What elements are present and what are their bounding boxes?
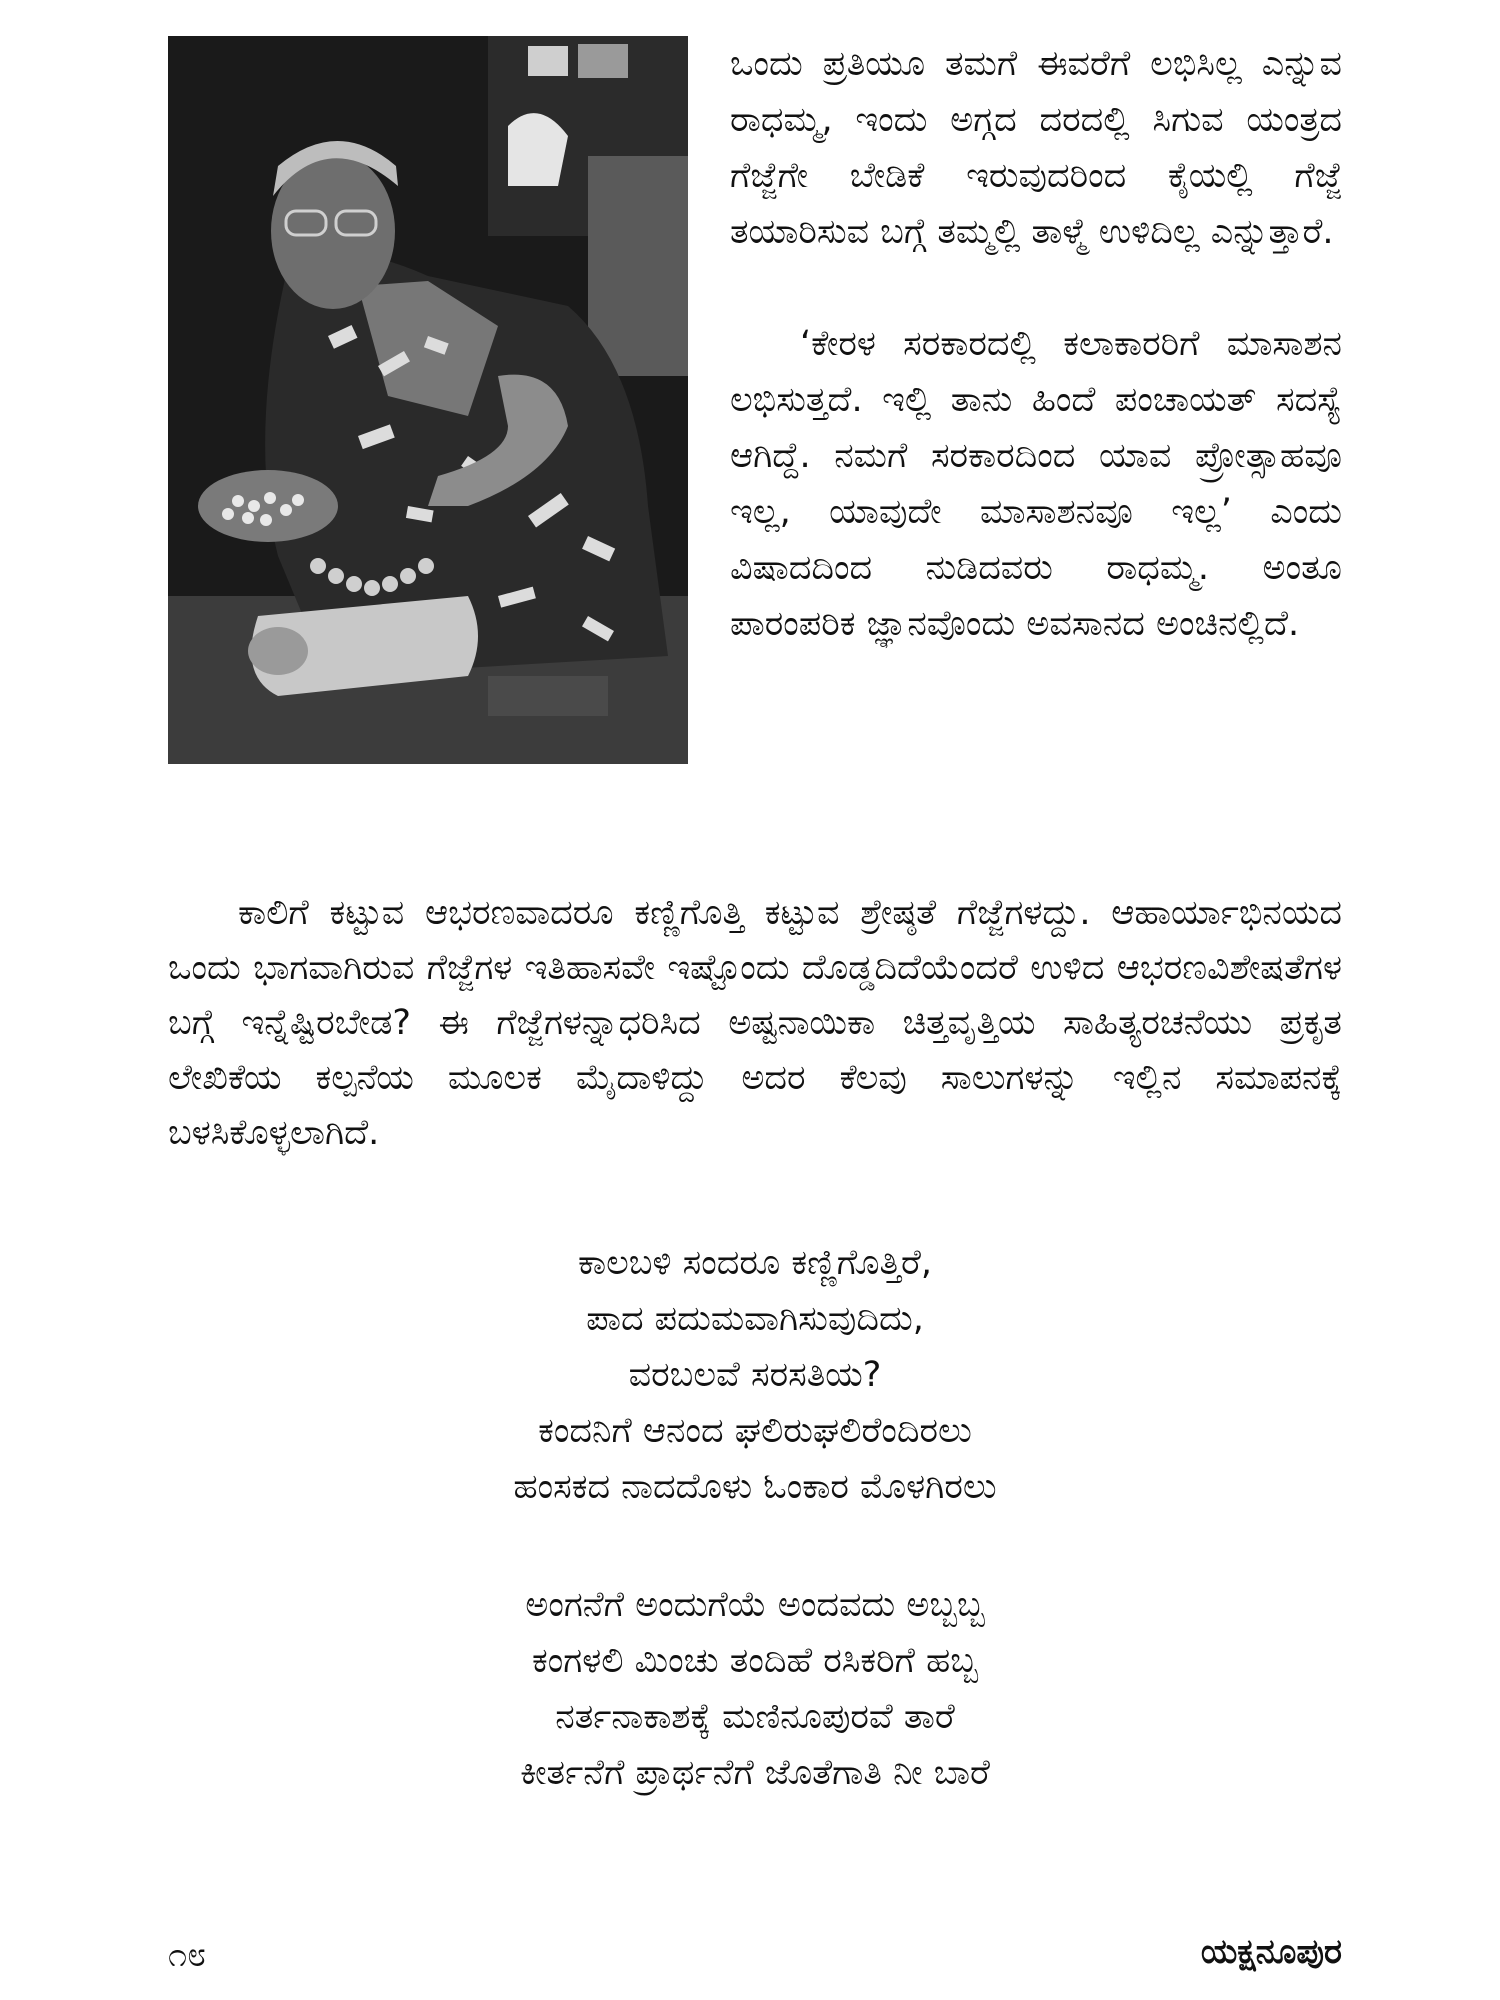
verse-line: ಕಂದನಿಗೆ ಆನಂದ ಘಲಿರುಘಲಿರೆಂದಿರಲು [538,1411,972,1451]
verse-line: ಹಂಸಕದ ನಾದದೊಳು ಓಂಕಾರ ಮೊಳಗಿರಲು [513,1467,997,1507]
verse-line: ಪಾದ ಪದುಮವಾಗಿಸುವುದಿದು, [586,1299,924,1339]
verse-line: ಅಂಗನೆಗೆ ಅಂದುಗೆಯೆ ಅಂದವದು ಅಬ್ಬಬ್ಬ [525,1585,985,1625]
photo-woman-making-anklet-bells [168,36,688,764]
verse-stanza-1 [168,1235,1342,1515]
verse-line: ನರ್ತನಾಕಾಶಕ್ಕೆ ಮಣಿನೂಪುರವೆ ತಾರೆ [555,1697,955,1737]
verse-line: ಕಾಲಬಳಿ ಸಂದರೂ ಕಣ್ಣಿಗೊತ್ತಿರೆ, [577,1243,933,1283]
page-number: ೧೮ [168,1935,207,1975]
verse-stanza-2 [168,1577,1342,1801]
body-paragraph: ಕಾಲಿಗೆ ಕಟ್ಟುವ ಆಭರಣವಾದರೂ ಕಣ್ಣಿಗೊತ್ತಿ ಕಟ್ಟುವ ಶ್ರೇಷ್ಠತೆ ಗೆಜ್ಜೆಗಳದ್ದು. ಆಹಾರ್ಯಾಭಿನಯದ ಒಂದು ಭಾಗವಾಗಿರುವ ಗೆಜ್ಜೆಗಳ ಇತಿಹಾಸವೇ ಇಷ್ಟೊಂದು ದೊಡ್ಡದಿದೆಯೆಂದರೆ ಉಳಿದ ಆಭರಣವಿಶೇಷತೆಗಳ ಬಗ್ಗೆ ಇನ್ನೆಷ್ಟಿರಬೇಡ? ಈ ಗೆಜ್ಜೆಗಳನ್ನಾಧರಿಸಿದ ಅಷ್ಟನಾಯಿಕಾ ಚಿತ್ತವೃತ್ತಿಯ ಸಾಹಿತ್ಯರಚನೆಯು ಪ್ರಕೃತ ಲೇಖಿಕೆಯ ಕಲ್ಪನೆಯ ಮೂಲಕ ಮೈದಾಳಿದ್ದು ಅದರ ಕೆಲವು ಸಾಲುಗಳನ್ನು ಇಲ್ಲಿನ ಸಮಾಪನಕ್ಕೆ ಬಳಸಿಕೊಳ್ಳಲಾಗಿದೆ. [168,893,1342,1153]
running-title: ಯಕ್ಷನೂಪುರ [1200,1932,1342,1972]
side-paragraph-1: ಒಂದು ಪ್ರತಿಯೂ ತಮಗೆ ಈವರೆಗೆ ಲಭಿಸಿಲ್ಲ ಎನ್ನುವ ರಾಧಮ್ಮ, ಇಂದು ಅಗ್ಗದ ದರದಲ್ಲಿ ಸಿಗುವ ಯಂತ್ರದ ಗೆಜ್ಜೆಗೇ ಬೇಡಿಕೆ ಇರುವುದರಿಂದ ಕೈಯಲ್ಲಿ ಗೆಜ್ಜೆ ತಯಾರಿಸುವ ಬಗ್ಗೆ ತಮ್ಮಲ್ಲಿ ತಾಳ್ಮೆ ಉಳಿದಿಲ್ಲ ಎನ್ನುತ್ತಾರೆ. [730,44,1342,252]
verse-line: ಕಂಗಳಲಿ ಮಿಂಚು ತಂದಿಹೆ ರಸಿಕರಿಗೆ ಹಬ್ಬ [532,1641,978,1681]
side-text-column [730,36,1342,652]
verse-line: ವರಬಲವೆ ಸರಸತಿಯ? [628,1355,882,1395]
verse-line: ಕೀರ್ತನೆಗೆ ಪ್ರಾರ್ಥನೆಗೆ ಜೊತೆಗಾತಿ ನೀ ಬಾರೆ [520,1753,990,1793]
photo-illustration [168,36,688,764]
side-paragraph-2: ‘ಕೇರಳ ಸರಕಾರದಲ್ಲಿ ಕಲಾಕಾರರಿಗೆ ಮಾಸಾಶನ ಲಭಿಸುತ್ತದೆ. ಇಲ್ಲಿ ತಾನು ಹಿಂದೆ ಪಂಚಾಯತ್ ಸದಸ್ಯೆ ಆಗಿದ್ದೆ. ನಮಗೆ ಸರಕಾರದಿಂದ ಯಾವ ಪ್ರೋತ್ಸಾಹವೂ ಇಲ್ಲ, ಯಾವುದೇ ಮಾಸಾಶನವೂ ಇಲ್ಲ’ ಎಂದು ವಿಷಾದದಿಂದ ನುಡಿದವರು ರಾಧಮ್ಮ. ಅಂತೂ ಪಾರಂಪರಿಕ ಜ್ಞಾನವೊಂದು ಅವಸಾನದ ಅಂಚಿನಲ್ಲಿದೆ. [730,324,1342,644]
